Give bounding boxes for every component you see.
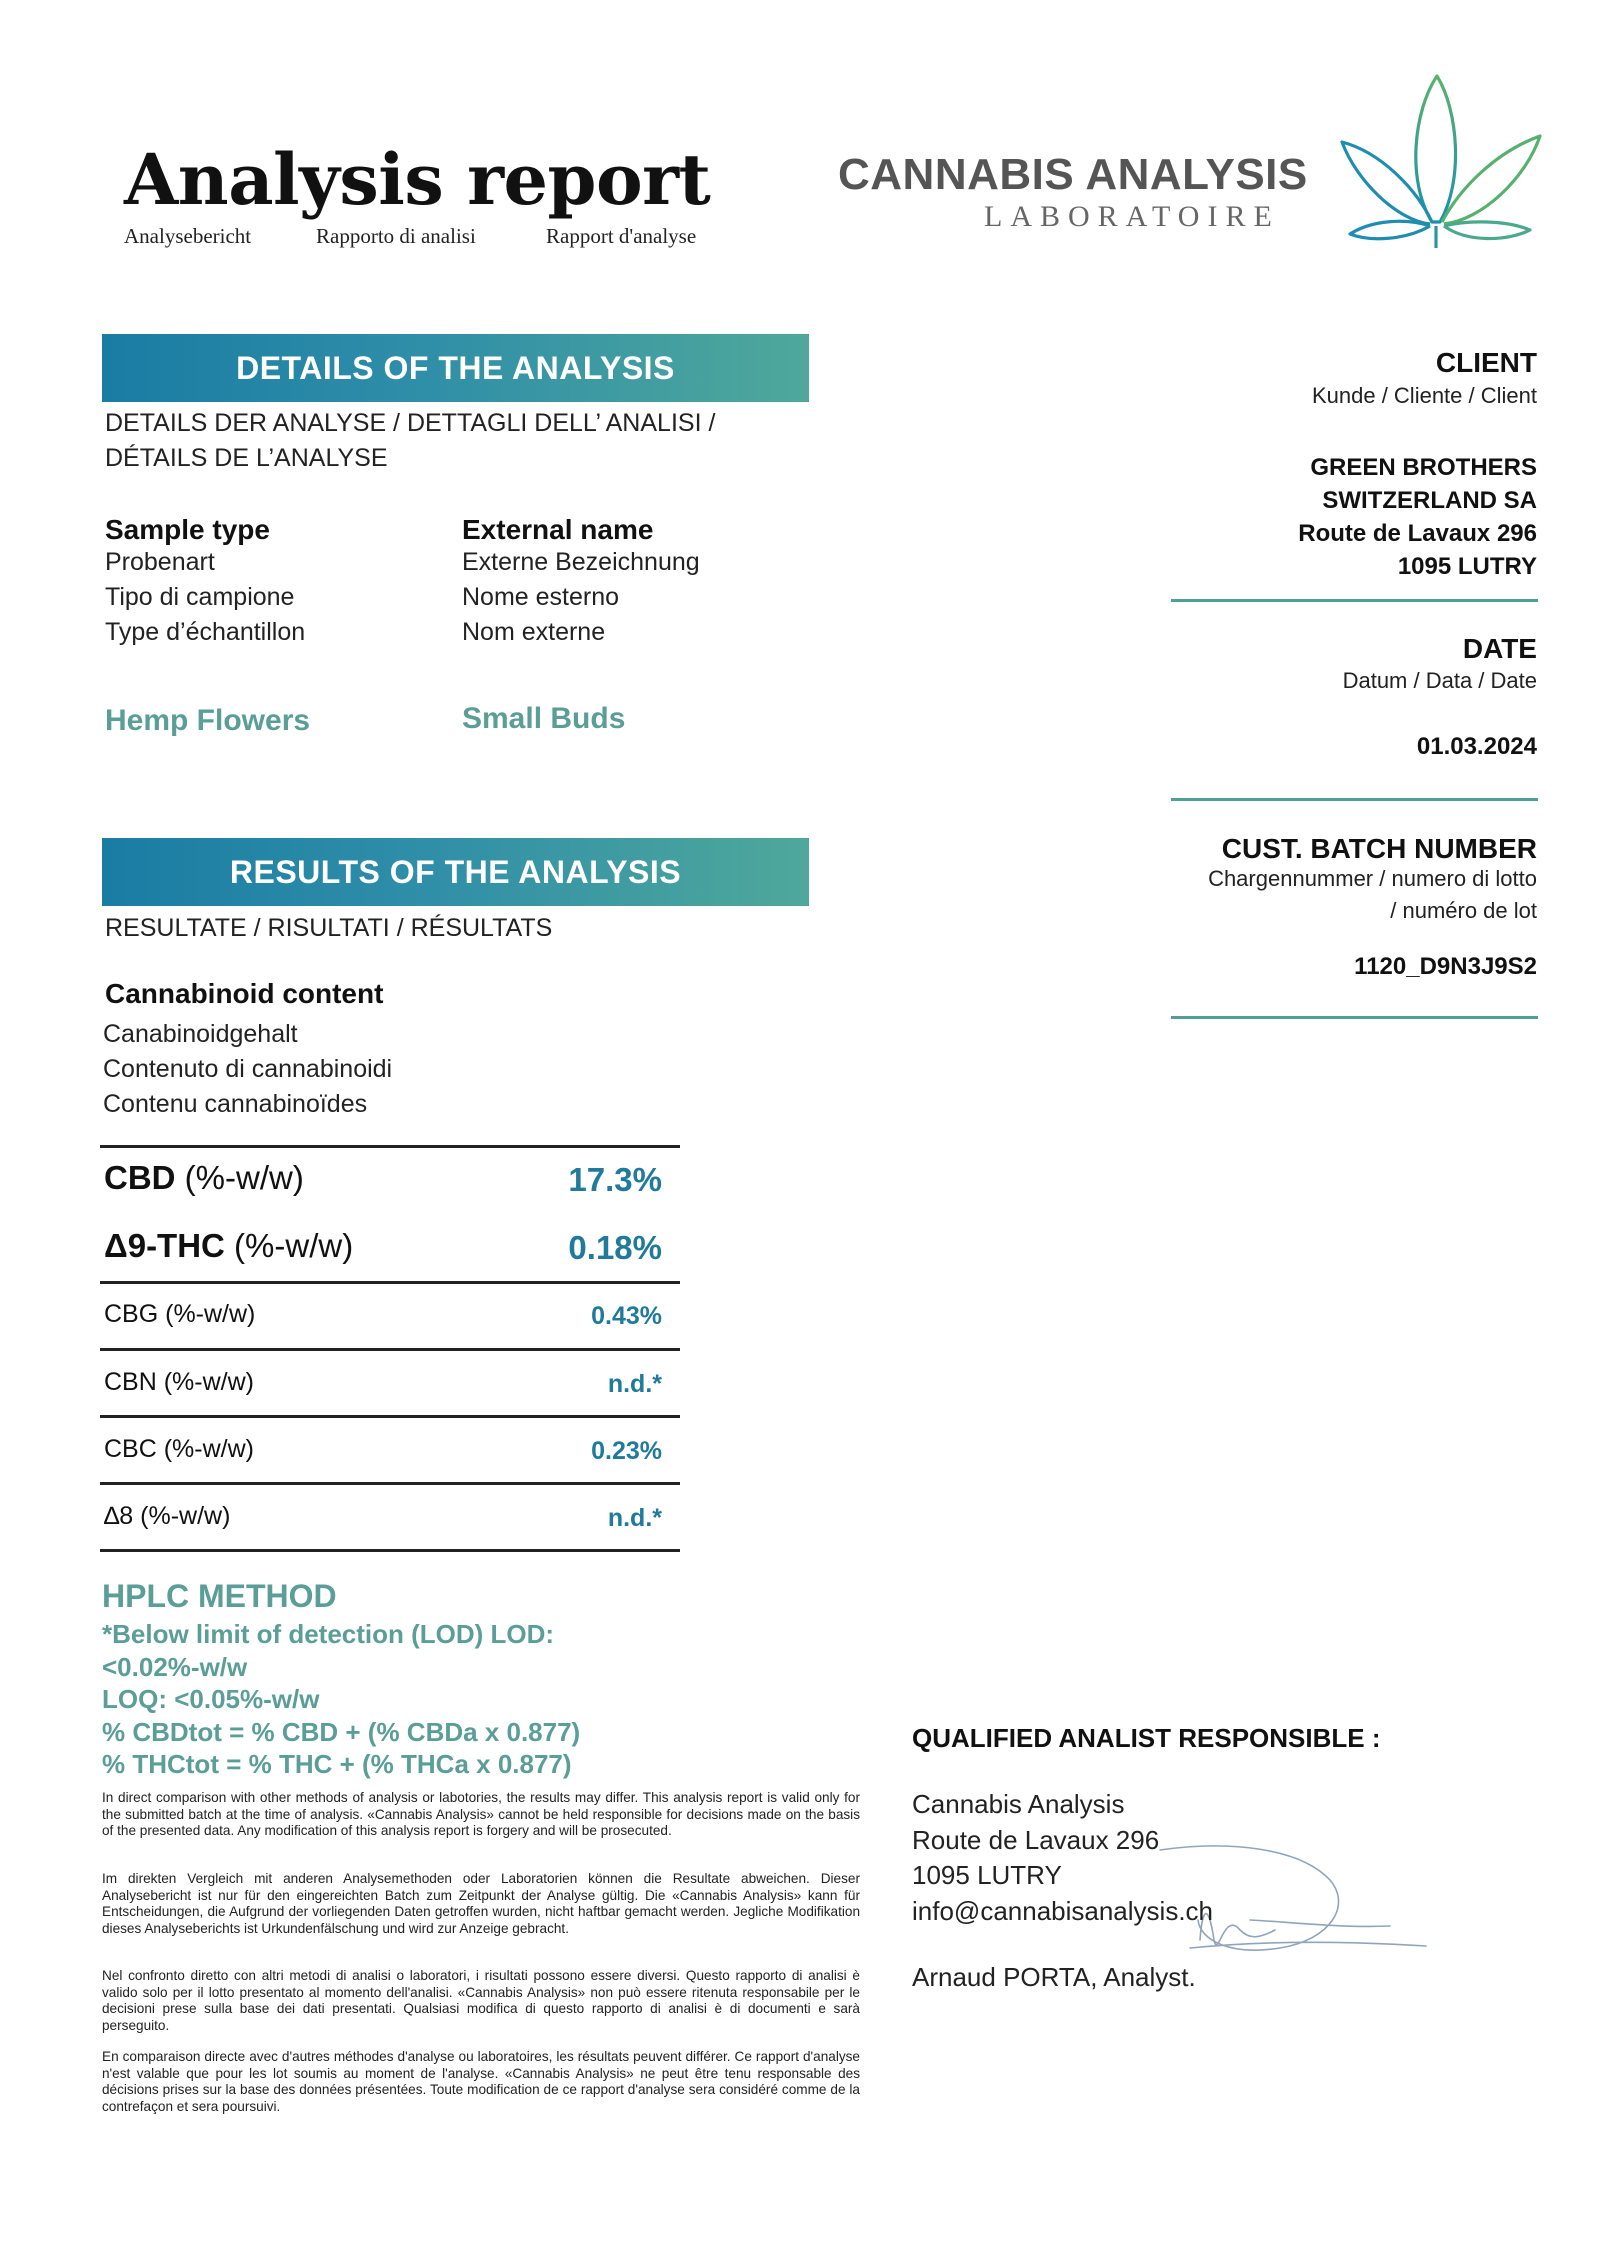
thc-value: 0.18% (568, 1229, 662, 1266)
client-line: SWITZERLAND SA (1322, 487, 1537, 514)
report-subtitle-it: Rapporto di analisi (316, 224, 476, 248)
table-divider (100, 1482, 680, 1485)
table-divider (100, 1348, 680, 1351)
logo-text: CANNABIS ANALYSIS (838, 150, 1308, 199)
cbd-value: 17.3% (568, 1161, 662, 1198)
section-divider (1171, 1016, 1538, 1019)
disclaimer-it: Nel confronto diretto con altri metodi di analisi o laboratori, i risultati possono essere diversi. Questo rapporto di analisi è valido solo per il lotto presentato al momento dell'analisi. «Cannabis Analysis» non può essere ritenuta responsabile per le decisioni prese sulla base dei dati presentati. Qualsiasi modifica di questo rapporto di analisi è di documenti e sarà perseguito. (102, 1968, 860, 2033)
client-sub: Kunde / Cliente / Client (1311, 383, 1537, 408)
client-address (1298, 451, 1537, 583)
batch-sub-line1: Chargennummer / numero di lotto (1208, 866, 1537, 891)
cannabis-leaf-icon (1336, 70, 1546, 250)
date-value: 01.03.2024 (1416, 733, 1537, 760)
results-subtitle: RESULTATE / RISULTATI / RÉSULTATS (105, 914, 553, 942)
external-name-de: Externe Bezeichnung (462, 548, 700, 576)
cbn-value: n.d.* (607, 1370, 662, 1398)
analyst-line: 1095 LUTRY (912, 1860, 1062, 1890)
analyst-line: Route de Lavaux 296 (912, 1824, 1160, 1855)
section-divider (1171, 798, 1538, 801)
client-heading: CLIENT (1435, 347, 1537, 378)
external-name-it: Nome esterno (462, 583, 620, 611)
cbc-label: CBC (%-w/w) (104, 1435, 254, 1463)
cannabinoid-it: Contenuto di cannabinoidi (103, 1055, 393, 1083)
report-subtitle-fr: Rapport d'analyse (546, 224, 697, 248)
table-divider (100, 1145, 680, 1148)
cbg-label: CBG (%-w/w) (104, 1300, 256, 1328)
external-name-fr: Nom externe (462, 618, 606, 646)
table-divider (100, 1549, 680, 1552)
sample-type-de: Probenart (105, 548, 215, 576)
batch-heading: CUST. BATCH NUMBER (1221, 833, 1537, 864)
sample-type-value: Hemp Flowers (105, 704, 311, 737)
cannabinoid-fr: Contenu cannabinoïdes (103, 1090, 368, 1118)
client-line: 1095 LUTRY (1397, 553, 1537, 580)
cbc-value: 0.23% (591, 1437, 662, 1465)
analyst-name: Arnaud PORTA, Analyst. (912, 1962, 1196, 1992)
logo-subtext: LABORATOIRE (984, 200, 1280, 233)
client-line: Route de Lavaux 296 (1298, 520, 1537, 547)
disclaimer-de: Im direkten Vergleich mit anderen Analysemethoden oder Laboratorien können die Resultate abweichen. Dieser Analysebericht ist nur für den eingereichten Batch zum Zeitpunkt der Analyse gültig. Die «Cannabis Analysis» kann für Entscheidungen, die Aufgrund der vorliegenden Daten getroffen wurden, nicht haftbar gemacht werden. Jegliche Modifikation dieses Analyseberichts ist Urkundenfälschung und wird zur Anzeige gebracht. (102, 1871, 860, 1936)
date-heading: DATE (1462, 633, 1537, 664)
thc-label: Δ9-THC (%-w/w) (104, 1227, 354, 1264)
date-sub: Datum / Data / Date (1342, 668, 1537, 693)
hplc-title: HPLC METHOD (102, 1578, 337, 1614)
cbn-label: CBN (%-w/w) (104, 1368, 254, 1396)
sample-type-it: Tipo di campione (105, 583, 295, 611)
external-name-heading: External name (462, 514, 654, 545)
report-title: Analysis report (124, 138, 711, 221)
table-divider (100, 1415, 680, 1418)
section-divider (1171, 599, 1538, 602)
batch-sub-line2: / numéro de lot (1390, 898, 1537, 923)
sample-type-fr: Type d’échantillon (105, 618, 306, 646)
table-divider (100, 1281, 680, 1284)
results-banner: RESULTS OF THE ANALYSIS (102, 838, 809, 906)
analyst-title: QUALIFIED ANALIST RESPONSIBLE : (912, 1723, 1381, 1753)
batch-value: 1120_D9N3J9S2 (1354, 953, 1537, 980)
hplc-note: <0.02%-w/w (102, 1651, 248, 1682)
hplc-notes (102, 1618, 580, 1781)
cbg-value: 0.43% (591, 1302, 662, 1330)
analyst-contact (912, 1787, 1213, 1996)
disclaimer-fr: En comparaison directe avec d'autres méthodes d'analyse ou laboratoires, les résultats peuvent différer. Ce rapport d'analyse n'est valable que pour les lot soumis au moment de l'analyse. «Cannabis Analysis» ne peut être tenu responsable des décisions prises sur la base des données présentées. Toute modification de ce rapport d'analyse sera considéré comme de la contrefaçon et sera poursuivi. (102, 2049, 860, 2114)
disclaimer-en: In direct comparison with other methods of analysis or labotories, the results may differ. This analysis report is valid only for the submitted batch at the time of analysis. «Cannabis Analysis» cannot be held responsible for decisions made on the basis of the presented data. Any modification of this analysis report is forgery and will be prosecuted. (102, 1790, 860, 1839)
delta8-value: n.d.* (607, 1504, 662, 1532)
sample-type-heading: Sample type (105, 514, 270, 545)
external-name-value: Small Buds (462, 702, 626, 735)
cannabinoid-heading: Cannabinoid content (105, 978, 384, 1009)
details-banner: DETAILS OF THE ANALYSIS (102, 334, 809, 402)
delta8-label: ∆8 (%-w/w) (104, 1502, 231, 1530)
analyst-line: Cannabis Analysis (912, 1789, 1125, 1819)
details-subtitle-line1: DETAILS DER ANALYSE / DETTAGLI DELL’ ANALISI / (105, 409, 716, 437)
analyst-email: info@cannabisanalysis.ch (912, 1895, 1214, 1926)
hplc-note: % THCtot = % THC + (% THCa x 0.877) (102, 1749, 572, 1779)
hplc-note: LOQ: <0.05%-w/w (102, 1684, 320, 1714)
hplc-note: % CBDtot = % CBD + (% CBDa x 0.877) (102, 1716, 581, 1747)
cbd-label: CBD (%-w/w) (104, 1159, 304, 1196)
cannabinoid-de: Canabinoidgehalt (103, 1020, 298, 1048)
client-line: GREEN BROTHERS (1310, 454, 1537, 481)
details-subtitle-line2: DÉTAILS DE L’ANALYSE (105, 444, 388, 472)
hplc-note: *Below limit of detection (LOD) LOD: (102, 1619, 555, 1649)
report-subtitle-de: Analysebericht (124, 224, 252, 248)
spacer (912, 1929, 1213, 1960)
